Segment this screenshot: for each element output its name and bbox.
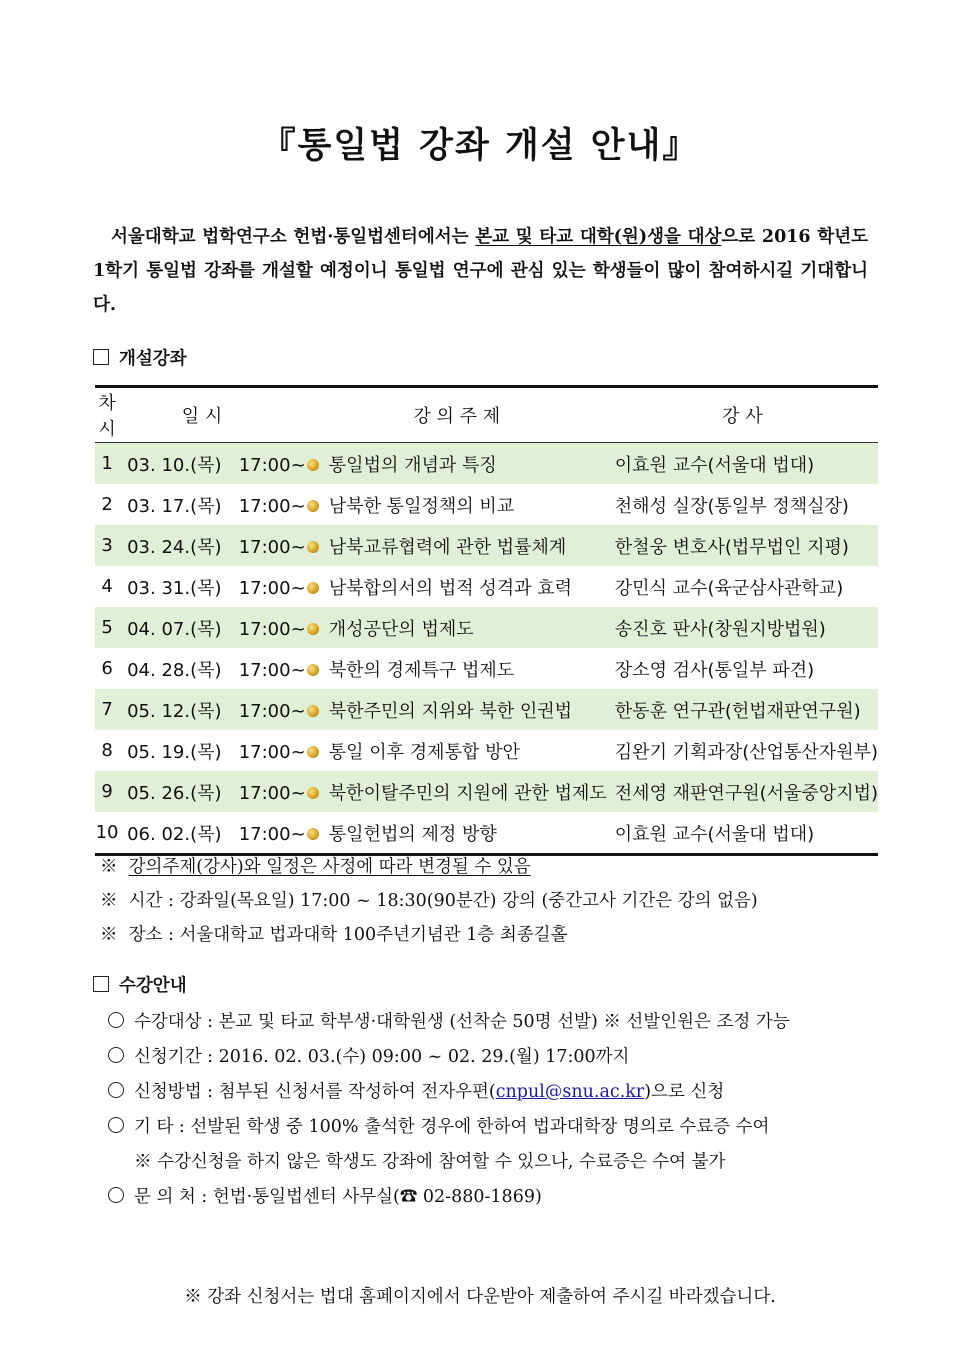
square-icon (93, 349, 109, 365)
guide-contact: 문 의 처 : 헌법·통일법센터 사무실(☎ 02-880-1869) (108, 1180, 790, 1215)
row-datetime: 04. 07.(목) 17:00~ (119, 607, 307, 648)
table-row (95, 730, 878, 771)
guide-etc-sub: ※ 수강신청을 하지 않은 학생도 강좌에 참여할 수 있으나, 수료증은 수여 불가 (134, 1152, 726, 1172)
circle-icon (108, 1047, 124, 1063)
table-row (95, 648, 878, 689)
row-no: 5 (95, 607, 119, 648)
bullet-icon (307, 828, 319, 840)
note-1: ※ 강의주제(강사)와 일정은 사정에 따라 변경될 수 있음 (100, 857, 531, 877)
table-row (95, 525, 878, 566)
table-row (95, 812, 878, 855)
bullet-icon (307, 541, 319, 553)
table-row (95, 771, 878, 812)
row-no: 4 (101, 576, 113, 597)
row-topic: 통일법의 개념과 특징 (307, 443, 607, 485)
circle-icon (108, 1082, 124, 1098)
row-lecturer: 이효원 교수(서울대 법대) (614, 823, 815, 845)
section-courses-label: 개설강좌 (119, 349, 187, 369)
notes-block (100, 850, 758, 952)
table-row (95, 443, 878, 485)
row-lecturer: 이효원 교수(서울대 법대) (607, 443, 878, 485)
table-row (95, 484, 878, 525)
row-datetime: 05. 26.(목) 17:00~ (119, 771, 307, 812)
circle-icon (108, 1012, 124, 1028)
row-datetime: 05. 19.(목) 17:00~ (127, 741, 306, 763)
row-no: 2 (101, 494, 113, 515)
row-lecturer: 전세영 재판연구원(서울중앙지법) (607, 771, 878, 812)
intro-text-2: 으로 2016 학년도 1학기 통일법 강좌를 개설할 예정이니 통일법 연구에 관심 있는 학생들이 많이 참여하시길 기대합니다. (93, 227, 869, 315)
header-no: 차시 (95, 387, 119, 443)
schedule-table (95, 385, 878, 856)
email-link[interactable]: cnpul@snu.ac.kr (495, 1082, 645, 1102)
note-2: ※ 시간 : 강좌일(목요일) 17:00 ~ 18:30(90분간) 강의 (중간고사 기간은 강의 없음) (100, 891, 758, 911)
row-no: 8 (101, 740, 113, 761)
guide-etc: 기 타 : 선발된 학생 중 100% 출석한 경우에 한하여 법과대학장 명의로 수료증 수여 (108, 1110, 790, 1145)
row-lecturer: 천해성 실장(통일부 정책실장) (614, 495, 849, 517)
row-lecturer: 장소영 검사(통일부 파견) (614, 659, 815, 681)
row-datetime: 03. 17.(목) 17:00~ (127, 495, 306, 517)
row-no: 6 (101, 658, 113, 679)
row-no: 9 (95, 771, 119, 812)
header-topic: 강 의 주 제 (307, 387, 607, 443)
row-lecturer: 한동훈 연구관(헌법재판연구원) (607, 689, 878, 730)
circle-icon (108, 1187, 124, 1203)
guide-period: 신청기간 : 2016. 02. 03.(수) 09:00 ~ 02. 29.(월) 17:00까지 (108, 1040, 790, 1075)
row-topic: 북한의 경제특구 법제도 (307, 648, 607, 689)
row-topic: 통일헌법의 제정 방향 (307, 812, 607, 855)
row-topic: 남북한 통일정책의 비교 (307, 484, 607, 525)
page-title: 『통일법 강좌 개설 안내』 (260, 125, 700, 166)
intro-paragraph (93, 220, 868, 322)
header-lecturer: 강 사 (607, 387, 878, 443)
bullet-icon (307, 623, 319, 635)
row-no: 1 (95, 443, 119, 485)
bullet-icon (307, 746, 319, 758)
row-lecturer: 송진호 판사(창원지방법원) (607, 607, 878, 648)
section-courses-heading (93, 345, 187, 370)
row-topic: 북한주민의 지위와 북한 인권법 (307, 689, 607, 730)
row-datetime: 06. 02.(목) 17:00~ (127, 823, 306, 845)
row-topic: 남북교류협력에 관한 법률체계 (307, 525, 607, 566)
row-topic: 개성공단의 법제도 (307, 607, 607, 648)
footer-note: ※ 강좌 신청서는 법대 홈페이지에서 다운받아 제출하여 주시길 바라겠습니다. (184, 1287, 776, 1307)
section-guide-heading (93, 972, 187, 997)
row-no: 10 (95, 822, 119, 843)
table-row (95, 566, 878, 607)
row-topic: 북한이탈주민의 지원에 관한 법제도 (307, 771, 607, 812)
circle-icon (108, 1117, 124, 1133)
row-lecturer: 한철웅 변호사(법무법인 지평) (607, 525, 878, 566)
row-datetime: 03. 10.(목) 17:00~ (119, 443, 307, 485)
row-topic: 남북합의서의 법적 성격과 효력 (307, 566, 607, 607)
intro-underlined: 본교 및 타교 대학(원)생을 대상 (475, 227, 722, 247)
row-lecturer: 강민식 교수(육군삼사관학교) (614, 577, 844, 599)
row-datetime: 03. 31.(목) 17:00~ (127, 577, 306, 599)
section-guide-label: 수강안내 (119, 976, 187, 996)
row-topic: 통일 이후 경제통합 방안 (307, 730, 607, 771)
row-datetime: 05. 12.(목) 17:00~ (119, 689, 307, 730)
note-3: ※ 장소 : 서울대학교 법과대학 100주년기념관 1층 최종길홀 (100, 925, 568, 945)
square-icon (93, 976, 109, 992)
bullet-icon (307, 582, 319, 594)
bullet-icon (307, 664, 319, 676)
row-no: 7 (95, 689, 119, 730)
guide-target: 수강대상 : 본교 및 타교 학부생·대학원생 (선착순 50명 선발) ※ 선발인원은 조정 가능 (108, 1005, 790, 1040)
row-no: 3 (95, 525, 119, 566)
table-row (95, 689, 878, 730)
intro-text-1: 서울대학교 법학연구소 헌법·통일법센터에서는 (111, 227, 476, 247)
guide-method: 신청방법 : 첨부된 신청서를 작성하여 전자우편(cnpul@snu.ac.kr)으로 신청 (108, 1075, 790, 1110)
row-datetime: 04. 28.(목) 17:00~ (127, 659, 306, 681)
bullet-icon (307, 787, 319, 799)
table-header-row (95, 387, 878, 443)
guide-block (108, 1005, 790, 1215)
bullet-icon (307, 705, 319, 717)
row-lecturer: 김완기 기획과장(산업통산자원부) (614, 741, 878, 763)
bullet-icon (307, 459, 319, 471)
table-row (95, 607, 878, 648)
header-date: 일 시 (119, 387, 307, 443)
bullet-icon (307, 500, 319, 512)
row-datetime: 03. 24.(목) 17:00~ (119, 525, 307, 566)
